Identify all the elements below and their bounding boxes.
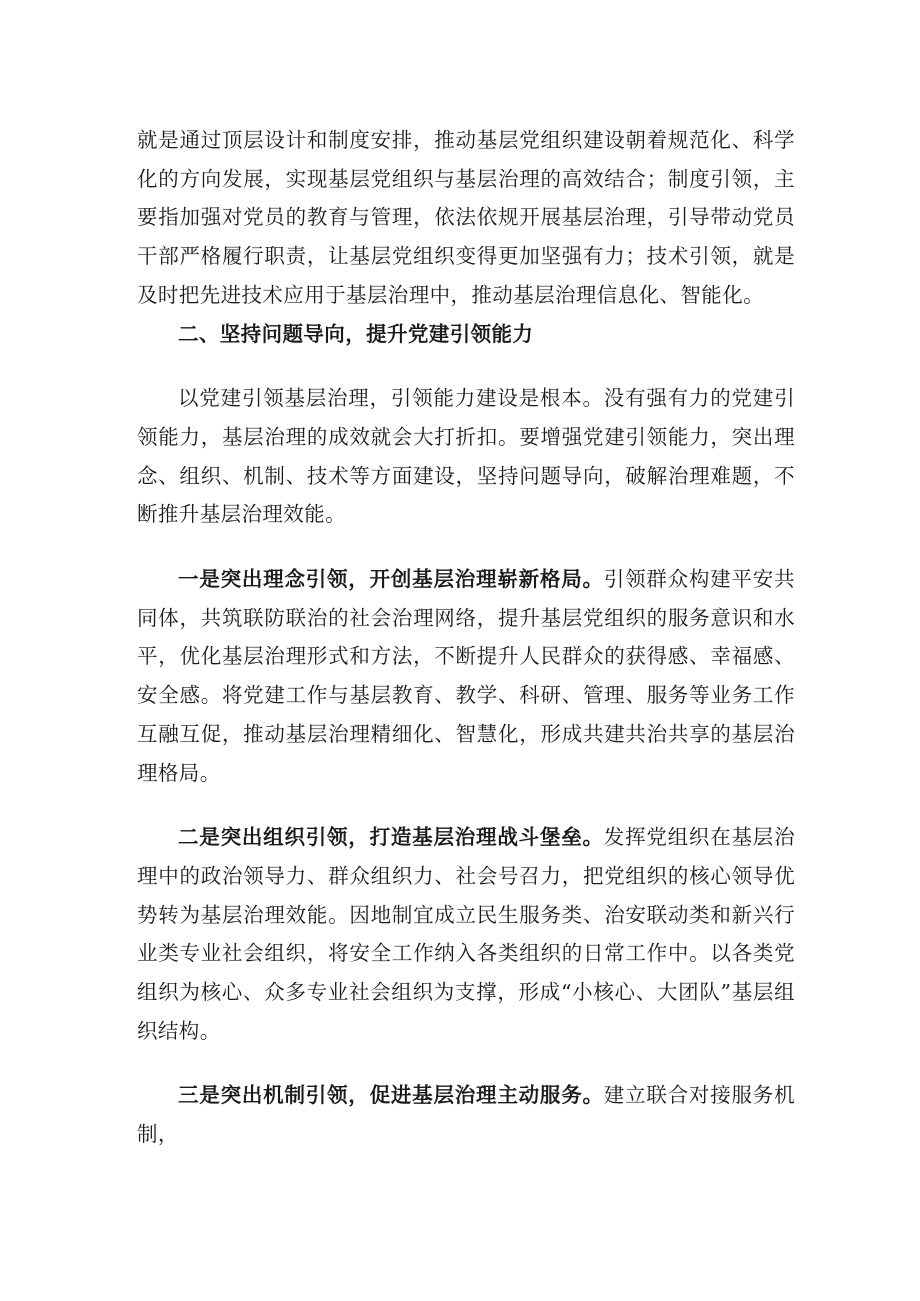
paragraph-capability-intro [137,379,795,534]
paragraph-top-leadership [137,121,795,315]
section-heading-2: 二、坚持问题导向，提升党建引领能力 [178,321,534,346]
paragraph-text: 就是通过顶层设计和制度安排，推动基层党组织建设朝着规范化、科学化的方向发展，实现基层党组织与基层治理的高效结合；制度引领，主要指加强对党员的教育与管理，依法依规开展基层治理，引导带动党员干部严格履行职责，让基层党组织变得更加坚强有力；技术引领，就是及时把先进技术应用于基层治理中，推动基层治理信息化、智能化。 [137,128,795,307]
paragraph-text: 以党建引领基层治理，引领能力建设是根本。没有强有力的党建引领能力，基层治理的成效就会大打折扣。要增强党建引领能力，突出理念、组织、机制、技术等方面建设，坚持问题导向，破解治理难题，不断推升基层治理效能。 [137,386,795,527]
paragraph-lead-sentence: 三是突出机制引领，促进基层治理主动服务。 [178,1083,604,1108]
paragraph-lead-sentence: 二是突出组织引领，打造基层治理战斗堡垒。 [178,825,604,850]
paragraph-lead-sentence: 一是突出理念引领，开创基层治理崭新格局。 [178,567,604,592]
paragraph-mechanism-leadership [137,1076,795,1153]
paragraph-text: 引领群众构建平安共同体，共筑联防联治的社会治理网络，提升基层党组织的服务意识和水平，优化基层治理形式和方法，不断提升人民群众的获得感、幸福感、安全感。将党建工作与基层教育、教学、科研、管理、服务等业务工作互融互促，推动基层治理精细化、智慧化，形成共建共治共享的基层治理格局。 [137,567,795,785]
paragraph-concept-leadership [137,560,795,792]
paragraph-organization-leadership [137,818,795,1050]
paragraph-text: 建立联合对接服务机制， [137,1083,795,1147]
paragraph-text: 发挥党组织在基层治理中的政治领导力、群众组织力、社会号召力，把党组织的核心领导优势转为基层治理效能。因地制宜成立民生服务类、治安联动类和新兴行业类专业社会组织，将安全工作纳入各类组织的日常工作中。以各类党组织为核心、众多专业社会组织为支撑，形成“小核心、大团队”基层组织结构。 [137,825,795,1043]
